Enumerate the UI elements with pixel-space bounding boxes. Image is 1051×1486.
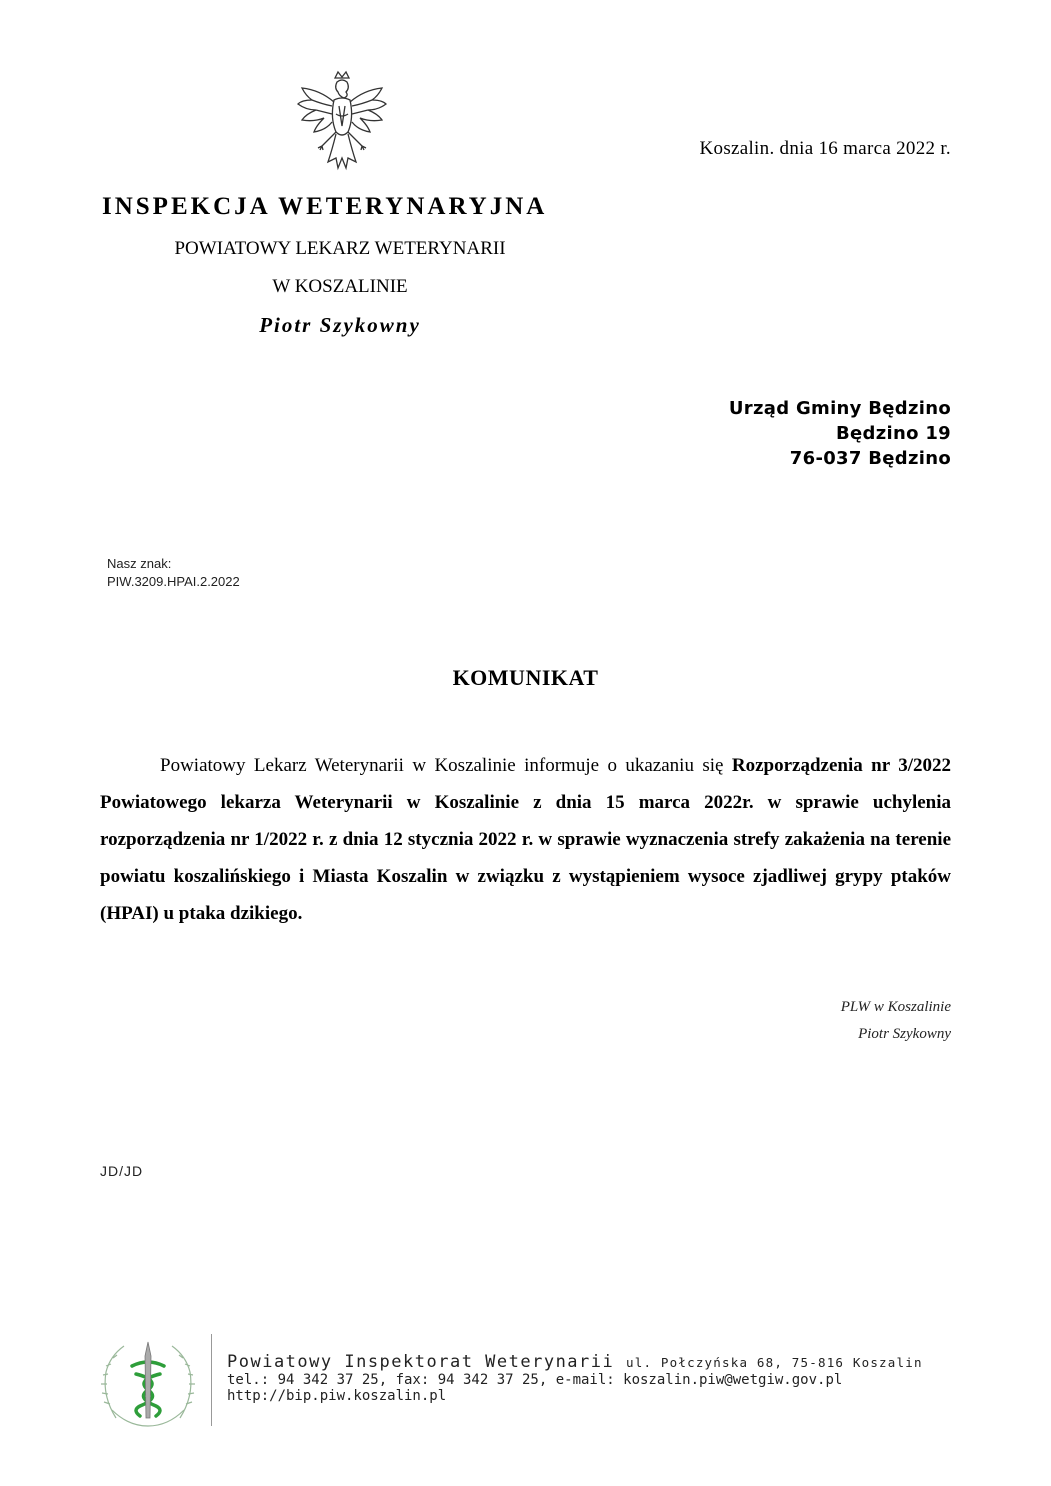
reference-number: [107, 555, 240, 591]
author-initials: JD/JD: [100, 1163, 144, 1179]
body-text-bold: Rozporządzenia nr 3/2022 Powiatowego lekarza Weterynarii w Koszalinie z dnia 15 marca 2022r. w sprawie uchylenia rozporządzenia nr 1/2022 r. z dnia 12 stycznia 2022 r. w sprawie wyznaczenia strefy zakażenia na terenie powiatu koszalińskiego i Miasta Koszalin w związku z wystąpieniem wysoce zjadliwej grypy ptaków (HPAI) u ptaka dzikiego.: [100, 755, 951, 924]
document-date: Koszalin. dnia 16 marca 2022 r.: [699, 138, 951, 159]
footer-address: ul. Połczyńska 68, 75-816 Koszalin: [626, 1355, 923, 1370]
signature-title: PLW w Koszalinie: [840, 999, 951, 1015]
recipient-name: Urząd Gminy Będzino: [728, 398, 951, 419]
body-text: Powiatowy Lekarz Weterynarii w Koszalinie informuje o ukazaniu się: [160, 755, 732, 776]
footer-org-line: [227, 1352, 923, 1372]
recipient-address: [729, 396, 951, 471]
signature-name: Piotr Szykowny: [858, 1026, 951, 1042]
signature-block: [841, 994, 951, 1048]
office-location: W KOSZALINIE: [272, 276, 408, 297]
reference-label: Nasz znak:: [107, 556, 172, 571]
footer-website-link[interactable]: http://bip.piw.koszalin.pl: [227, 1388, 447, 1404]
officer-name: Piotr Szykowny: [259, 313, 421, 337]
reference-value: PIW.3209.HPAI.2.2022: [107, 574, 240, 589]
institution-name: INSPEKCJA WETERYNARYJNA: [102, 193, 548, 220]
veterinary-inspection-logo-icon: [98, 1336, 198, 1428]
document-title: KOMUNIKAT: [452, 665, 599, 690]
polish-eagle-emblem-icon: [292, 70, 392, 182]
body-paragraph: [100, 747, 951, 932]
footer-org: Powiatowy Inspektorat Weterynarii: [227, 1352, 615, 1372]
footer-divider: [211, 1334, 212, 1426]
office-title: POWIATOWY LEKARZ WETERYNARII: [174, 238, 506, 259]
recipient-city: 76-037 Będzino: [789, 448, 951, 469]
footer-contact: tel.: 94 342 37 25, fax: 94 342 37 25, e-mail: koszalin.piw@wetgiw.gov.pl: [227, 1372, 843, 1388]
document-body: [100, 747, 951, 932]
recipient-street: Będzino 19: [836, 423, 951, 444]
footer: [227, 1352, 923, 1404]
